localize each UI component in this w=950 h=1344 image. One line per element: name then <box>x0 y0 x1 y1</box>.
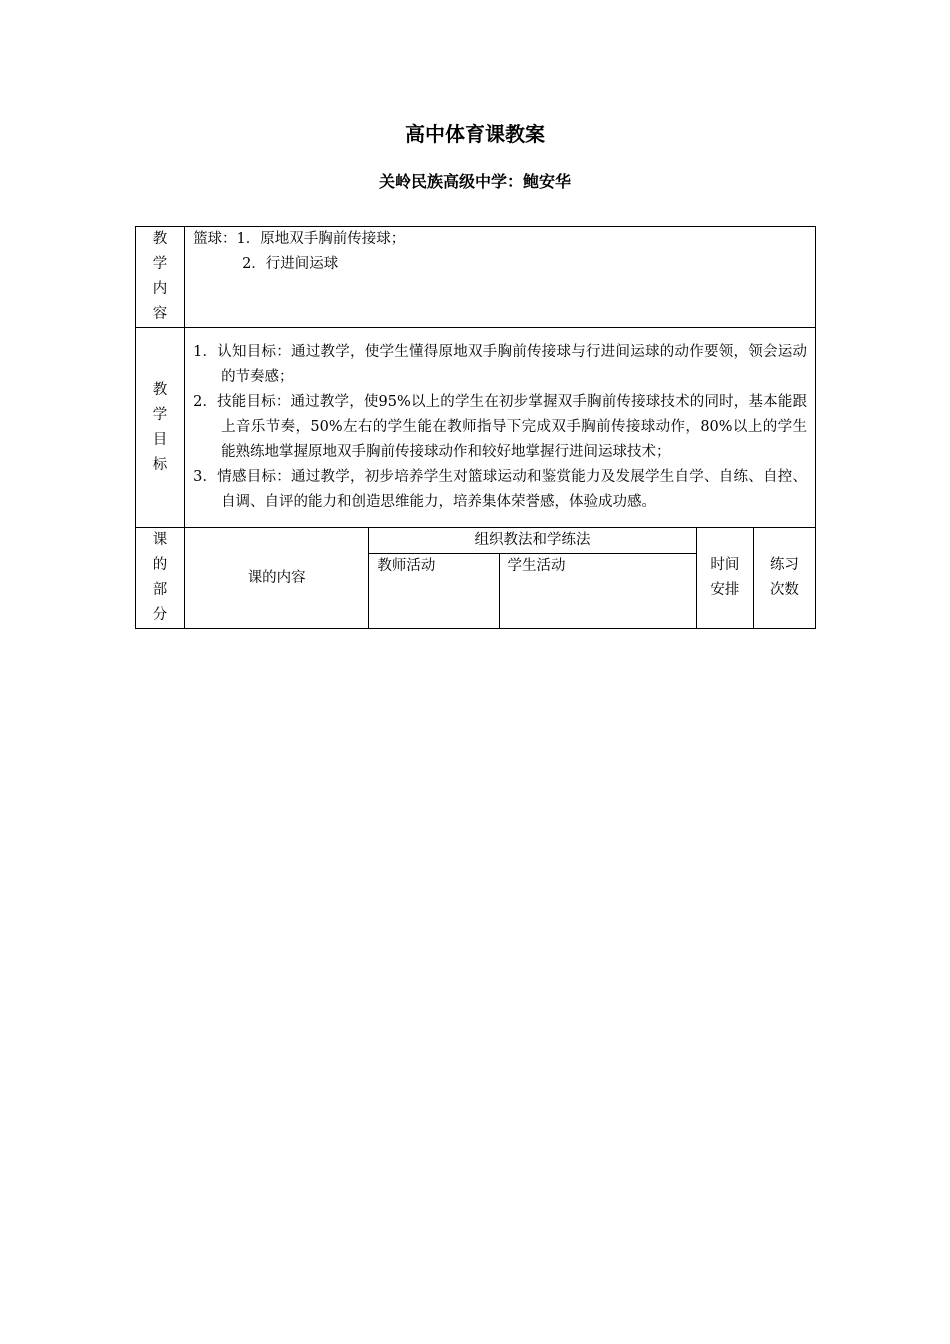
page-title: 高中体育课教案 <box>405 122 545 146</box>
lesson-content-header: 课的内容 <box>185 528 369 629</box>
goal-cognitive: 1．认知目标：通过教学，使学生懂得原地双手胸前传接球与行进间运球的动作要领，领会运动的节奏感； <box>193 344 807 385</box>
table-row-goals <box>136 328 816 528</box>
content-line-2: 2．行进间运球 <box>242 256 339 272</box>
teacher-activity-header: 教师活动 <box>369 554 499 629</box>
teaching-content-cell <box>185 227 816 328</box>
lesson-plan-table <box>135 226 816 629</box>
method-header: 组织教法和学练法 <box>369 528 696 554</box>
student-activity-header: 学生活动 <box>499 554 696 629</box>
goal-skill: 2．技能目标：通过教学，使95%以上的学生在初步掌握双手胸前传接球技术的同时，基本能跟上音乐节奏，50%左右的学生能在教师指导下完成双手胸前传接球动作，80%以上的学生能熟练地掌握原地双手胸前传接球动作和较好地掌握行进间运球技术； <box>193 394 807 460</box>
teaching-goals-cell <box>185 328 816 528</box>
page-subtitle: 关岭民族高级中学：鲍安华 <box>378 172 571 191</box>
row-label-teaching-content: 教 学 内 容 <box>136 227 185 328</box>
practice-count-header: 练习 次数 <box>753 528 815 629</box>
row-label-teaching-goals: 教 学 目 标 <box>136 328 185 528</box>
row-label-lesson-part: 课 的 部 分 <box>136 528 185 629</box>
table-row-content <box>136 227 816 328</box>
goal-affective: 3．情感目标：通过教学，初步培养学生对篮球运动和鉴赏能力及发展学生自学、自练、自控、自调、自评的能力和创造思维能力，培养集体荣誉感，体验成功感。 <box>193 469 807 510</box>
time-arrangement-header: 时间 安排 <box>696 528 753 629</box>
table-row-section-header <box>136 528 816 554</box>
content-line-1: 篮球：1．原地双手胸前传接球； <box>193 231 406 247</box>
